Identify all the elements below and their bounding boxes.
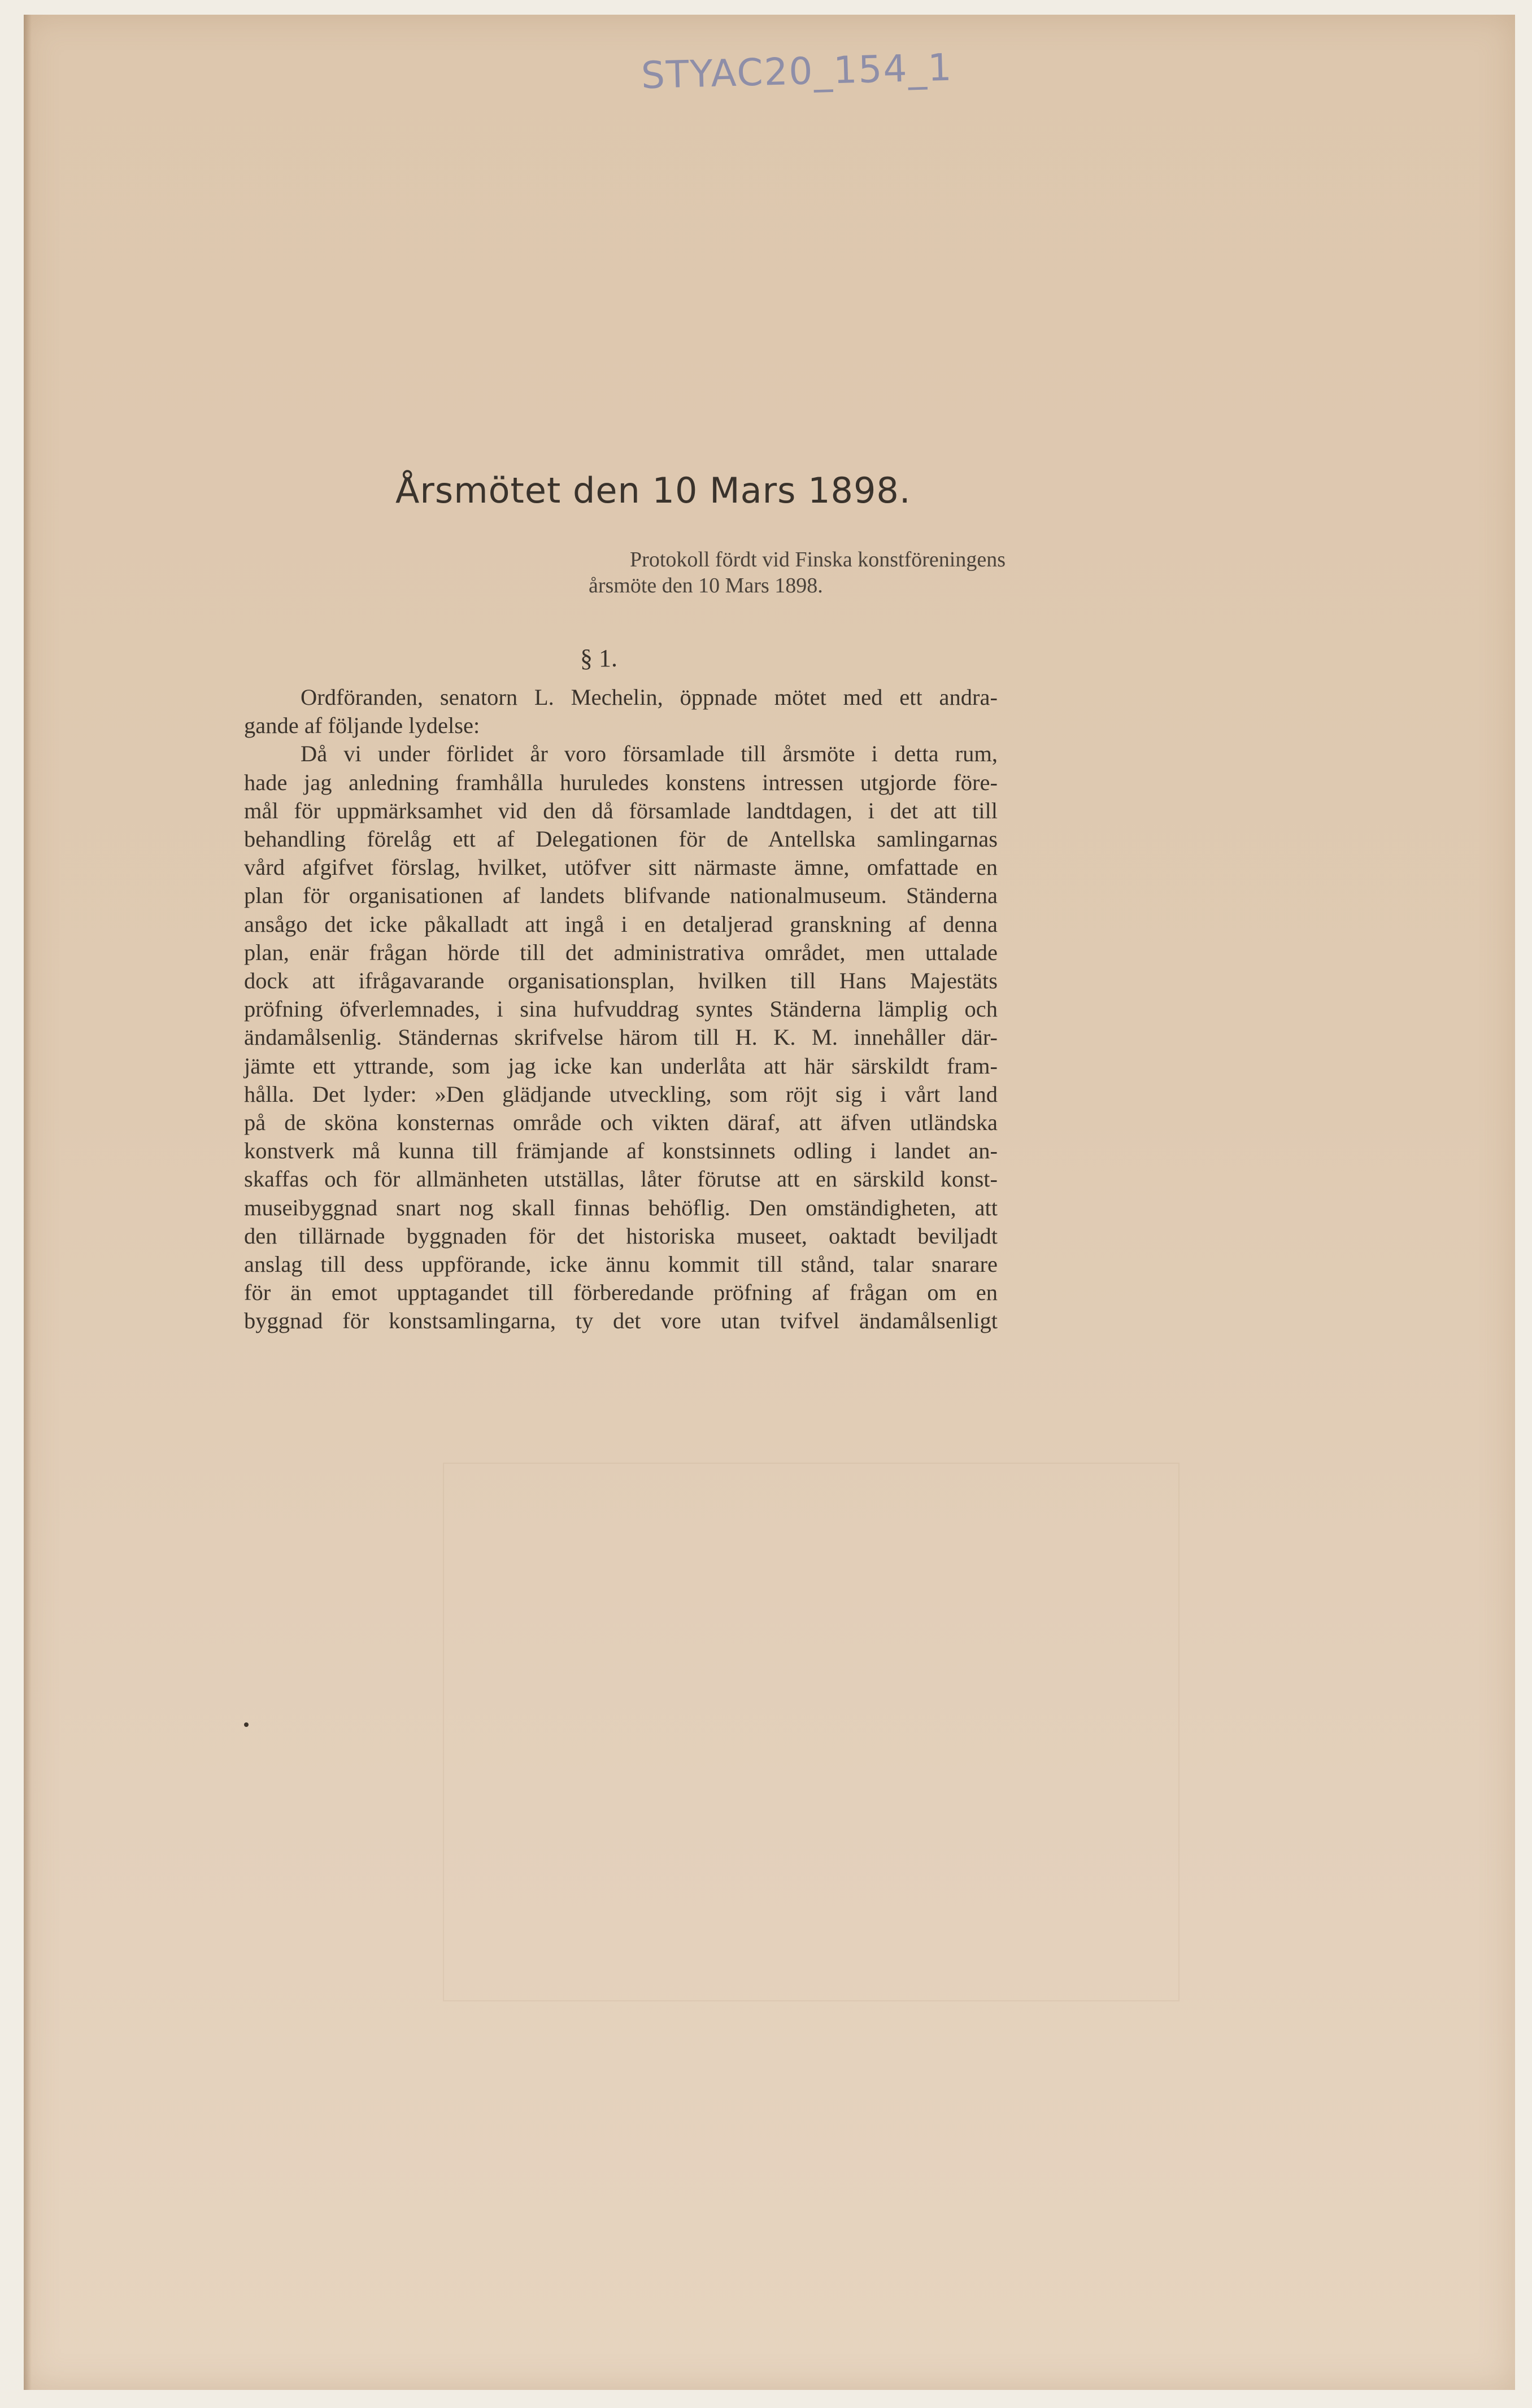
text-line: plan för organisationen af landets blifvande nationalmuseum. Ständerna [244,883,998,909]
text-line: dock att ifrågavarande organisationsplan, hvilken till Hans Majestäts [244,968,998,994]
text-line: Då vi under förlidet år voro församlade till årsmöte i detta rum, [301,741,998,767]
protocol-line: årsmöte den 10 Mars 1898. [589,574,823,597]
text-line: på de sköna konsternas område och vikten däraf, att äfven utländska [244,1110,998,1136]
text-line: för än emot upptagandet till förberedande pröfning af frågan om en [244,1280,998,1306]
text-line: mål för uppmärksamhet vid den då församlade landtdagen, i det att till [244,797,998,823]
body-text [244,683,998,1336]
text-line: behandling förelåg ett af Delegationen för de Antellska samlingarnas [244,826,998,852]
section-heading: § 1. [580,644,617,672]
text-line: konstverk må kunna till främjande af konstsinnets odling i landet an- [244,1138,998,1164]
document-title: Årsmötet den 10 Mars 1898. [395,470,911,511]
text-line: hade jag anledning framhålla huruledes konstens intressen utgjorde före- [244,769,998,795]
text-line: gande af följande lydelse: [244,713,480,739]
text-line: museibyggnad snart nog skall finnas behöflig. Den omständigheten, att [244,1194,998,1220]
text-line: skaffas och för allmänheten utställas, låter förutse att en särskild konst- [244,1166,998,1192]
bleed-through-shadow [443,1463,1180,2001]
ink-speck [244,1722,249,1727]
protocol-note [587,547,1006,599]
text-line: jämte ett yttrande, som jag icke kan underlåta att här särskildt fram- [244,1053,998,1079]
text-line: pröfning öfverlemnades, i sina hufvuddrag syntes Ständerna lämplig och [244,996,998,1022]
text-line: anslag till dess uppförande, icke ännu kommit till stånd, talar snarare [244,1251,998,1277]
text-line: plan, enär frågan hörde till det administrativa området, men uttalade [244,939,998,965]
text-line: vård afgifvet förslag, hvilket, utöfver sitt närmaste ämne, omfattade en [244,854,998,880]
text-line: byggnad för konstsamlingarna, ty det vore utan tvifvel ändamålsenligt [244,1308,998,1334]
page-left-edge [24,15,32,2390]
text-line: Ordföranden, senatorn L. Mechelin, öppnade mötet med ett andra- [301,684,998,710]
text-line: ändamålsenlig. Ständernas skrifvelse härom till H. K. M. innehåller där- [244,1024,998,1050]
text-line: hålla. Det lyder: »Den glädjande utveckling, som röjt sig i vårt land [244,1081,998,1107]
text-line: ansågo det icke påkalladt att ingå i en detaljerad granskning af denna [244,911,998,937]
archive-reference-mark: STYAC20_154_1 [641,45,954,98]
text-line: den tillärnade byggnaden för det historiska museet, oaktadt beviljadt [244,1223,998,1249]
protocol-line: Protokoll fördt vid Finska konstföreningens [630,548,1006,572]
